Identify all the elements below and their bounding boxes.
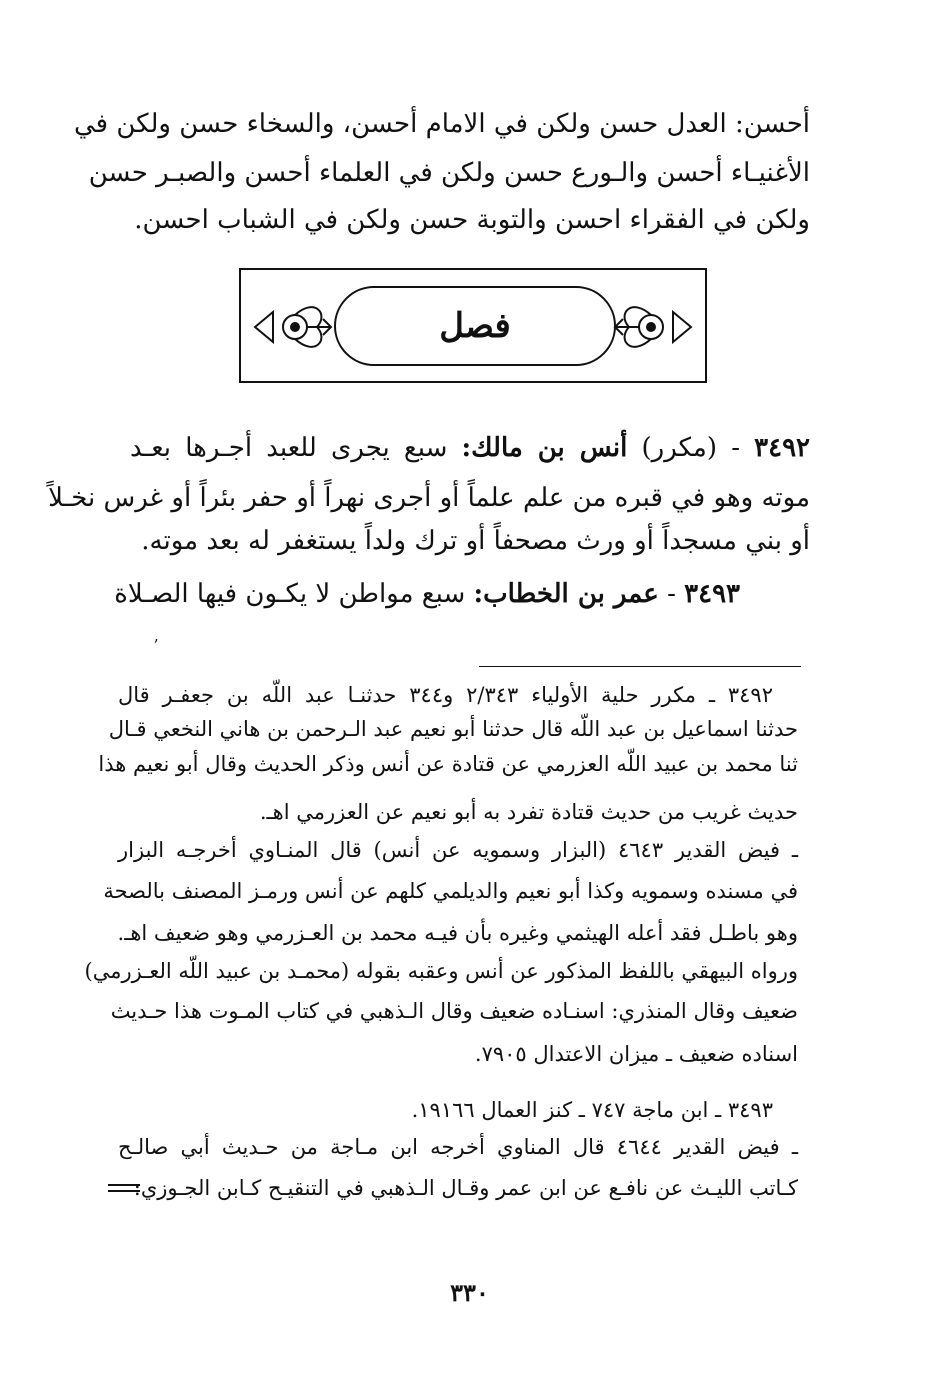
footnote-line: ورواه البيهقي باللفظ المذكور عن أنس وعقبه بقوله (محمـد بن عبيد اللّه العـزرمي) <box>84 959 798 983</box>
section-title-frame <box>239 268 707 383</box>
entry-dash: - <box>731 433 740 463</box>
footnote-line: حدثنا اسماعيل بن عبد اللّه قال حدثنا أبو نعيم عبد الـرحمن بن هاني النخعي قـال <box>108 717 798 741</box>
footnote-line: ـ فيض القدير ٤٦٤٤ قال المناوي أخرجه ابن مـاجة من حـديث أبي صالـح <box>118 1135 799 1159</box>
paragraph-line: أحسن: العدل حسن ولكن في الامام أحسن، والسخاء حسن ولكن في <box>74 109 810 139</box>
entry-dash: - <box>667 579 676 609</box>
entry-3492-line-2: موته وهو في قبره من علم علماً أو أجرى نهراً أو حفر بئراً أو غرس نخـلاً <box>48 483 810 513</box>
footnote-line: كـاتب الليـث عن نافـع عن ابن عمر وقـال الـذهبي في التنقيـح كـابن الجـوزي: <box>133 1176 798 1200</box>
footnote-line: ثنا محمد بن عبيد اللّه العزرمي عن قتادة عن أنس وذكر الحديث وقال أبو نعيم هذا <box>98 752 798 776</box>
entry-3492-line-3: أو بني مسجداً أو ورث مصحفاً أو ترك ولداً يستغفر له بعد موته. <box>141 526 810 556</box>
entry-number: ٣٤٩٢ <box>754 433 811 463</box>
footnote-line: ضعيف وقال المنذري: اسنـاده ضعيف وقال الـذهبي في كتاب المـوت هذا حـديث <box>110 999 798 1023</box>
entry-text: سبع مواطن لا يكـون فيها الصـلاة <box>114 579 466 609</box>
entry-narrator: عمر بن الخطاب: <box>473 579 659 609</box>
continuation-mark-icon <box>108 1181 140 1195</box>
footnote-line: اسناده ضعيف ـ ميزان الاعتدال ٧٩٠٥. <box>474 1042 798 1066</box>
stray-mark: ʼ <box>153 636 159 655</box>
footnote-line: ٣٤٩٣ ـ ابن ماجة ٧٤٧ ـ كنز العمال ١٩١٦٦. <box>411 1098 773 1122</box>
section-title-cartouche <box>334 286 616 366</box>
footnote-line: وهو باطـل فقد أعله الهيثمي وغيره بأن فيـه محمد بن العـزرمي وهو ضعيف اهـ. <box>117 921 798 945</box>
entry-tag: (مكرر) <box>641 433 718 463</box>
entry-3492-line-1 <box>130 428 810 468</box>
section-title: فصل <box>439 306 511 346</box>
page-number: ٣٣٠ <box>450 1278 489 1307</box>
paragraph-line: ولكن في الفقراء احسن والتوبة حسن ولكن في الشباب احسن. <box>134 205 810 235</box>
footnote-separator <box>479 666 801 667</box>
footnote-line: ٣٤٩٢ ـ مكرر حلية الأولياء ٢/٣٤٣ و٣٤٤ حدثنـا عبد اللّه بن جعفـر قال <box>118 683 773 707</box>
entry-3493-line-1 <box>114 574 740 614</box>
footnote-line: في مسنده وسمويه وكذا أبو نعيم والديلمي كلهم عن أنس ورمـز المصنف بالصحة <box>103 879 798 903</box>
footnote-line: حديث غريب من حديث قتادة تفرد به أبو نعيم عن العزرمي اهـ. <box>259 800 798 824</box>
ornament-right-icon <box>611 292 695 362</box>
ornament-left-icon <box>251 292 335 362</box>
footnote-line: ـ فيض القدير ٤٦٤٣ (البزار وسمويه عن أنس) قال المنـاوي أخرجـه البزار <box>118 838 798 862</box>
entry-text: سبع يجرى للعبد أجـرها بعـد <box>130 433 448 463</box>
entry-number: ٣٤٩٣ <box>684 579 740 609</box>
paragraph-line: الأغنيـاء أحسن والـورع حسن ولكن في العلماء أحسن والصبـر حسن <box>88 158 810 188</box>
entry-narrator: أنس بن مالك: <box>461 433 628 463</box>
